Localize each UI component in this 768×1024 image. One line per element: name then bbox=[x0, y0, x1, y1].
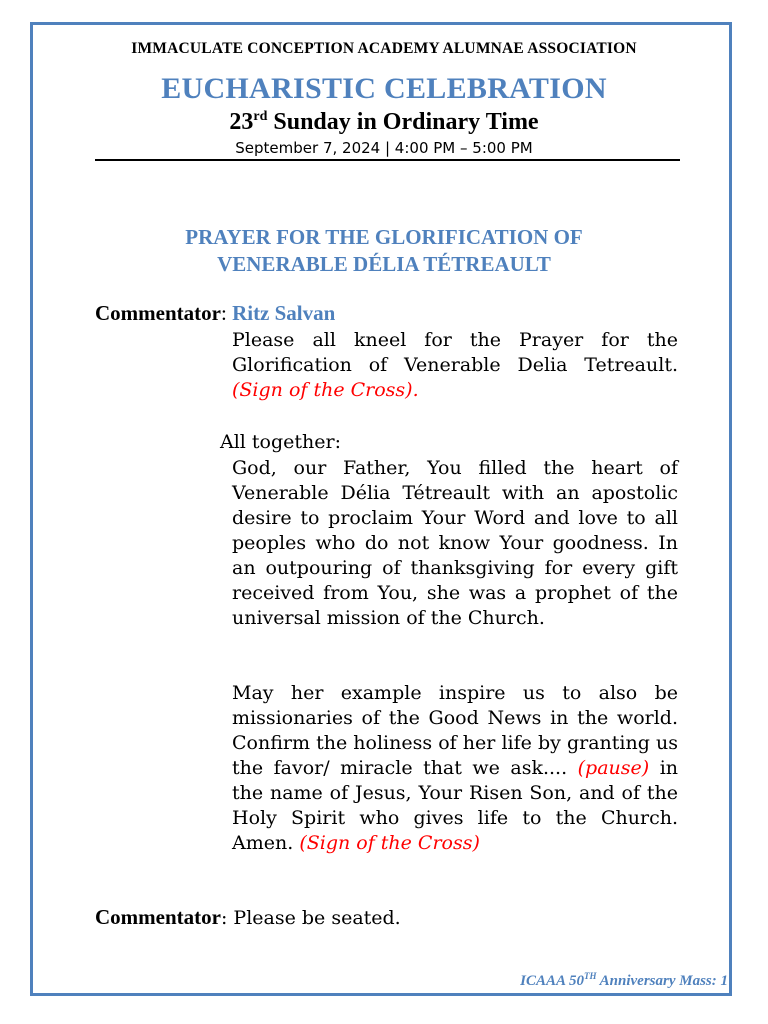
day-name: Sunday in Ordinary Time bbox=[267, 109, 539, 135]
liturgical-day bbox=[0, 109, 768, 136]
page-footer bbox=[520, 973, 728, 990]
prayer-title-line-2: VENERABLE DÉLIA TÉTREAULT bbox=[217, 252, 551, 276]
prayer-paragraph-2-part-b: in the name of Jesus, Your Risen Son, and of the Holy Spirit who gives life to the Church. Amen. bbox=[232, 757, 679, 854]
day-ordinal-suffix: rd bbox=[253, 109, 268, 124]
all-together-label: All together: bbox=[220, 431, 341, 453]
prayer-paragraph-2 bbox=[232, 681, 678, 856]
commentator-separator: : bbox=[220, 301, 233, 325]
prayer-paragraph-1: God, our Father, You filled the heart of Venerable Délia Tétreault with an apostolic desire to proclaim Your Word and love to all peoples who do not know Your goodness. In an outpouring of thanksgiving for every gift received from You, she was a prophet of the universal mission of the Church. bbox=[232, 457, 678, 629]
day-number: 23 bbox=[229, 109, 254, 135]
closing-sign-of-cross-rubric: (Sign of the Cross) bbox=[299, 832, 480, 854]
event-date-time: September 7, 2024 | 4:00 PM – 5:00 PM bbox=[235, 139, 533, 157]
header-divider bbox=[95, 159, 680, 161]
closing-commentator-label: Commentator bbox=[95, 905, 221, 929]
pause-rubric: (pause) bbox=[577, 757, 650, 779]
organization-name: IMMACULATE CONCEPTION ACADEMY ALUMNAE ASSOCIATION bbox=[131, 40, 637, 57]
document-title: EUCHARISTIC CELEBRATION bbox=[161, 72, 607, 105]
footer-prefix: ICAAA 50 bbox=[520, 973, 584, 989]
prayer-title bbox=[0, 224, 768, 278]
commentator-name: Ritz Salvan bbox=[232, 301, 336, 325]
closing-commentator-line bbox=[95, 905, 401, 930]
prayer-paragraph-2-part-a: May her example inspire us to also be missionaries of the Good News in the world. Confirm the holiness of her life by granting us the favor/ miracle that we ask.... bbox=[232, 682, 678, 779]
commentator-heading bbox=[95, 301, 335, 326]
prayer-title-line-1: PRAYER FOR THE GLORIFICATION OF bbox=[185, 225, 583, 249]
instruction-text: Please all kneel for the Prayer for the Glorification of Venerable Delia Tetreault. bbox=[232, 329, 678, 376]
commentator-instruction bbox=[232, 328, 678, 403]
sign-of-cross-rubric: (Sign of the Cross). bbox=[232, 379, 419, 401]
closing-instruction: : Please be seated. bbox=[220, 907, 401, 929]
footer-ordinal: TH bbox=[583, 971, 597, 981]
commentator-label: Commentator bbox=[95, 301, 221, 325]
footer-suffix: Anniversary Mass: 1 bbox=[596, 973, 728, 989]
